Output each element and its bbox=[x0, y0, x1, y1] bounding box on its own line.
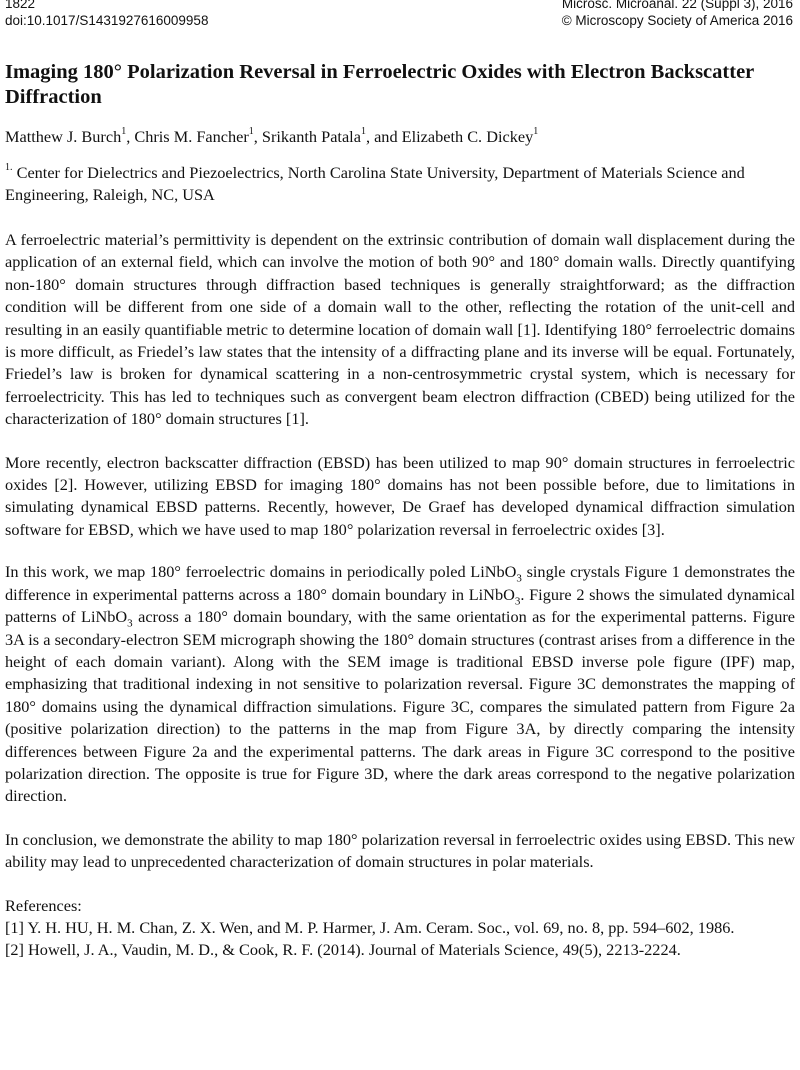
author-affiliation-marker: 1 bbox=[533, 125, 539, 137]
reference-item: [1] Y. H. HU, H. M. Chan, Z. X. Wen, and M. P. Harmer, J. Am. Ceram. Soc., vol. 69, no. 8, pp. 594–602, 1986. bbox=[5, 917, 735, 937]
page-number: 1822 bbox=[5, 0, 36, 11]
affiliation bbox=[5, 162, 795, 206]
paragraph-3-text: across a 180° domain boundary, with the same orientation as for the experimental patterns. Figure 3A is a secondary-electron SEM micrograph showing the 180° domain structures (contrast arises from a difference in the height of each domain variant). Along with the SEM image is traditional EBSD inverse pole figure (IPF) map, emphasizing that traditional indexing in not sensitive to polarization reversal. Figure 3C demonstrates the mapping of 180° domains using the dynamical diffraction simulations. Figure 3C, compares the simulated pattern from Figure 2a (positive polarization direction) to the patterns in the map from Figure 3A, by directly comparing the intensity differences between Figure 2a and the experimental patterns. The dark areas in Figure 3C correspond to the positive polarization direction. The opposite is true for Figure 3D, where the dark areas correspond to the negative polarization direction. bbox=[5, 607, 795, 806]
affiliation-text: Center for Dielectrics and Piezoelectrics, North Carolina State University, Department of Materials Science and Engineering, Raleigh, NC, USA bbox=[5, 163, 745, 204]
paragraph-3-text: single crystals Figure 1 demonstrates the difference in experimental patterns across a 180° domain boundary in LiNbO bbox=[5, 562, 795, 604]
author-affiliation-marker: 1 bbox=[248, 125, 254, 137]
paragraph-1: A ferroelectric material’s permittivity is dependent on the extrinsic contribution of domain wall displacement during the application of an external field, which can involve the motion of both 90° and 180° domain walls. Directly quantifying non-180° domain structures through diffraction based techniques is generally straightforward; as the diffraction condition will be different from one side of a domain wall to the other, reflecting the rotation of the unit-cell and resulting in an easily quantifiable metric to determine location of domain wall [1]. Identifying 180° ferroelectric domains is more difficult, as Friedel’s law states that the intensity of a diffracting plane and its inverse will be equal. Fortunately, Friedel’s law is broken for dynamical scattering in a non-centrosymmetric crystal system, which is necessary for ferroelectricity. This has led to techniques such as convergent beam electron diffraction (CBED) being utilized for the characterization of 180° domain structures [1]. bbox=[5, 230, 795, 429]
paragraph-3 bbox=[5, 561, 795, 807]
author-affiliation-marker: 1 bbox=[121, 125, 127, 137]
paragraph-3-text: . Figure 2 shows the simulated dynamical patterns of LiNbO bbox=[5, 584, 795, 627]
paragraph-4: In conclusion, we demonstrate the ability to map 180° polarization reversal in ferroelectric oxides using EBSD. This new ability may lead to unprecedented characterization of domain structures in polar materials. bbox=[5, 829, 795, 872]
paragraph-2: More recently, electron backscatter diffraction (EBSD) has been utilized to map 90° domain structures in ferroelectric oxides [2]. However, utilizing EBSD for imaging 180° domains has not been possible before, due to limitations in simulating dynamical EBSD patterns. Recently, however, De Graef has developed dynamical diffraction simulation software for EBSD, which we have used to map 180° polarization reversal in ferroelectric oxides [3]. bbox=[5, 452, 795, 539]
author-affiliation-marker: 1 bbox=[360, 125, 366, 137]
header-left bbox=[5, 0, 208, 29]
paragraph-3-text: In this work, we map 180° ferroelectric domains in periodically poled LiNbO bbox=[5, 562, 517, 582]
author-list: Matthew J. Burch$^1$, Chris M. Fancher$^1$, Srikanth Patala$^1$, and Elizabeth C. Dickey$^1$ bbox=[5, 125, 539, 146]
journal-citation: Microsc. Microanal. 22 (Suppl 3), 2016 bbox=[561, 0, 793, 11]
article-title: Imaging 180° Polarization Reversal in Ferroelectric Oxides with Electron Backscatter Diffraction bbox=[5, 61, 754, 108]
author-name: Srikanth Patala bbox=[261, 127, 361, 146]
author-name: Matthew J. Burch bbox=[5, 127, 122, 146]
affiliation-marker: 1. bbox=[5, 161, 13, 173]
header-right bbox=[562, 0, 793, 29]
subscript-3: 3 bbox=[127, 617, 133, 630]
author-name: Elizabeth C. Dickey bbox=[401, 127, 534, 146]
author-name: Chris M. Fancher bbox=[134, 127, 249, 146]
subscript-3: 3 bbox=[516, 572, 522, 585]
reference-item: [2] Howell, J. A., Vaudin, M. D., & Cook, R. F. (2014). Journal of Materials Science, 49(5), 2213-2224. bbox=[5, 939, 681, 959]
references-heading: References: bbox=[5, 895, 82, 915]
doi: doi:10.1017/S1431927616009958 bbox=[5, 13, 209, 28]
copyright: © Microscopy Society of America 2016 bbox=[561, 13, 793, 28]
article-body bbox=[5, 60, 795, 961]
subscript-3: 3 bbox=[514, 594, 521, 607]
